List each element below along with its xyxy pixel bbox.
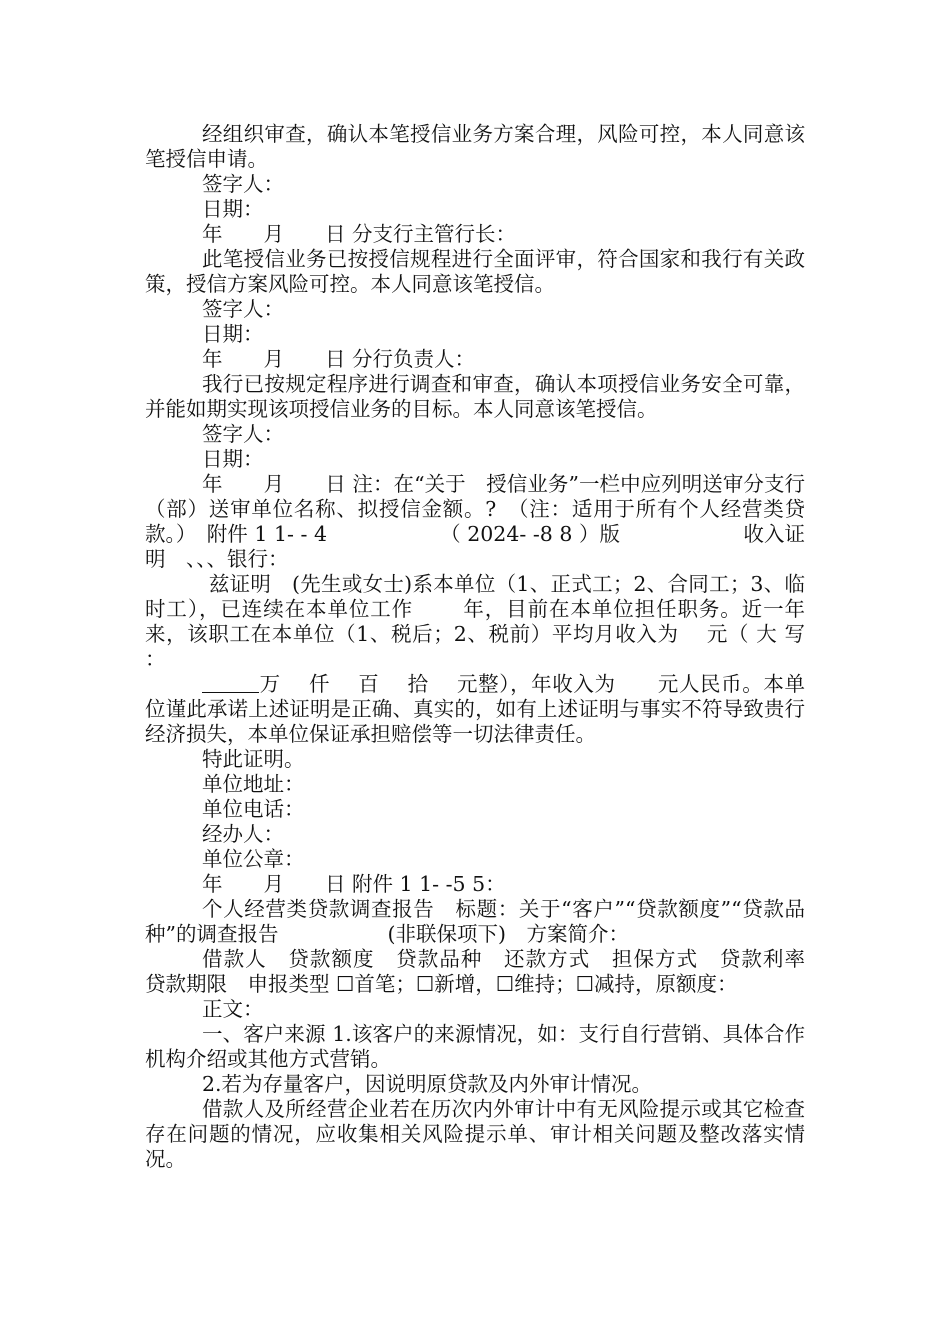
income-certificate-body: 兹证明 (先生或女士)系本单位（1、正式工；2、合同工；3、临时工），已连续在本单位工作 年，目前在本单位担任职务。近一年来，该职工在本单位（1、税后；2、税前）平均月收入为 元（ 大 写 ： (145, 572, 812, 671)
existing-customer-item: 2.若为存量客户，因说明原贷款及内外审计情况。 (202, 1072, 653, 1096)
unit-address-line: 单位地址： (202, 772, 305, 796)
handler-line: 经办人： (202, 822, 284, 846)
date-and-next-role-line: 年 月 日 分支行主管行长： (202, 222, 517, 246)
date-line: 日期： (202, 322, 264, 346)
unit-seal-line: 单位公章： (202, 847, 305, 871)
signature-line: 签字人： (202, 297, 284, 321)
signature-line: 签字人： (202, 422, 284, 446)
main-text-heading: 正文： (202, 997, 264, 1021)
amount-blank-line (202, 678, 259, 693)
document-body (145, 122, 826, 1172)
sub-branch-opinion-paragraph: 此笔授信业务已按授信规程进行全面评审，符合国家和我行有关政策，授信方案风险可控。本人同意该笔授信。 (145, 247, 805, 296)
unit-phone-line: 单位电话： (202, 797, 305, 821)
certificate-closing: 特此证明。 (202, 747, 305, 771)
date-and-attachment-line: 年 月 日 附件 1 1- -5 5： (202, 872, 506, 896)
approval-opinion-paragraph: 经组织审查，确认本笔授信业务方案合理，风险可控，本人同意该笔授信申请。 (145, 122, 805, 171)
investigation-report-title: 个人经营类贷款调查报告 标题：关于“客户”“贷款额度”“贷款品种”的调查报告 (非联保项下) 方案简介： (145, 897, 805, 946)
plan-summary-fields: 借款人 贷款额度 贷款品种 还款方式 担保方式 贷款利率 贷款期限 申报类型 ☐首笔；☐新增，☐维持；☐减持，原额度： (145, 947, 826, 996)
note-and-income-certificate-heading: 年 月 日 注：在“关于 授信业务”一栏中应列明送审分支行（部）送审单位名称、拟授信金额。? （注：适用于所有个人经营类贷款。） 附件 1 1- - 4 （ 2024- -8 8 ）版 收入证明 、、、银行： (145, 472, 805, 571)
signature-line: 签字人： (202, 172, 284, 196)
branch-opinion-paragraph: 我行已按规定程序进行调查和审查，确认本项授信业务安全可靠，并能如期实现该项授信业务的目标。本人同意该笔授信。 (145, 372, 805, 421)
income-certificate-amount-text: 万 仟 百 拾 元整），年收入为 元人民币。本单位谨此承诺上述证明是正确、真实的，如有上述证明与事实不符导致贵行经济损失，本单位保证承担赔偿等一切法律责任。 (145, 672, 805, 746)
customer-source-section: 一、客户来源 1.该客户的来源情况，如：支行自行营销、具体合作机构介绍或其他方式营销。 (145, 1022, 805, 1071)
date-line: 日期： (202, 197, 264, 221)
date-and-next-role-line: 年 月 日 分行负责人： (202, 347, 476, 371)
audit-risk-paragraph: 借款人及所经营企业若在历次内外审计中有无风险提示或其它检查存在问题的情况，应收集相关风险提示单、审计相关问题及整改落实情况。 (145, 1097, 805, 1171)
income-certificate-amount (145, 672, 805, 747)
date-line: 日期： (202, 447, 264, 471)
